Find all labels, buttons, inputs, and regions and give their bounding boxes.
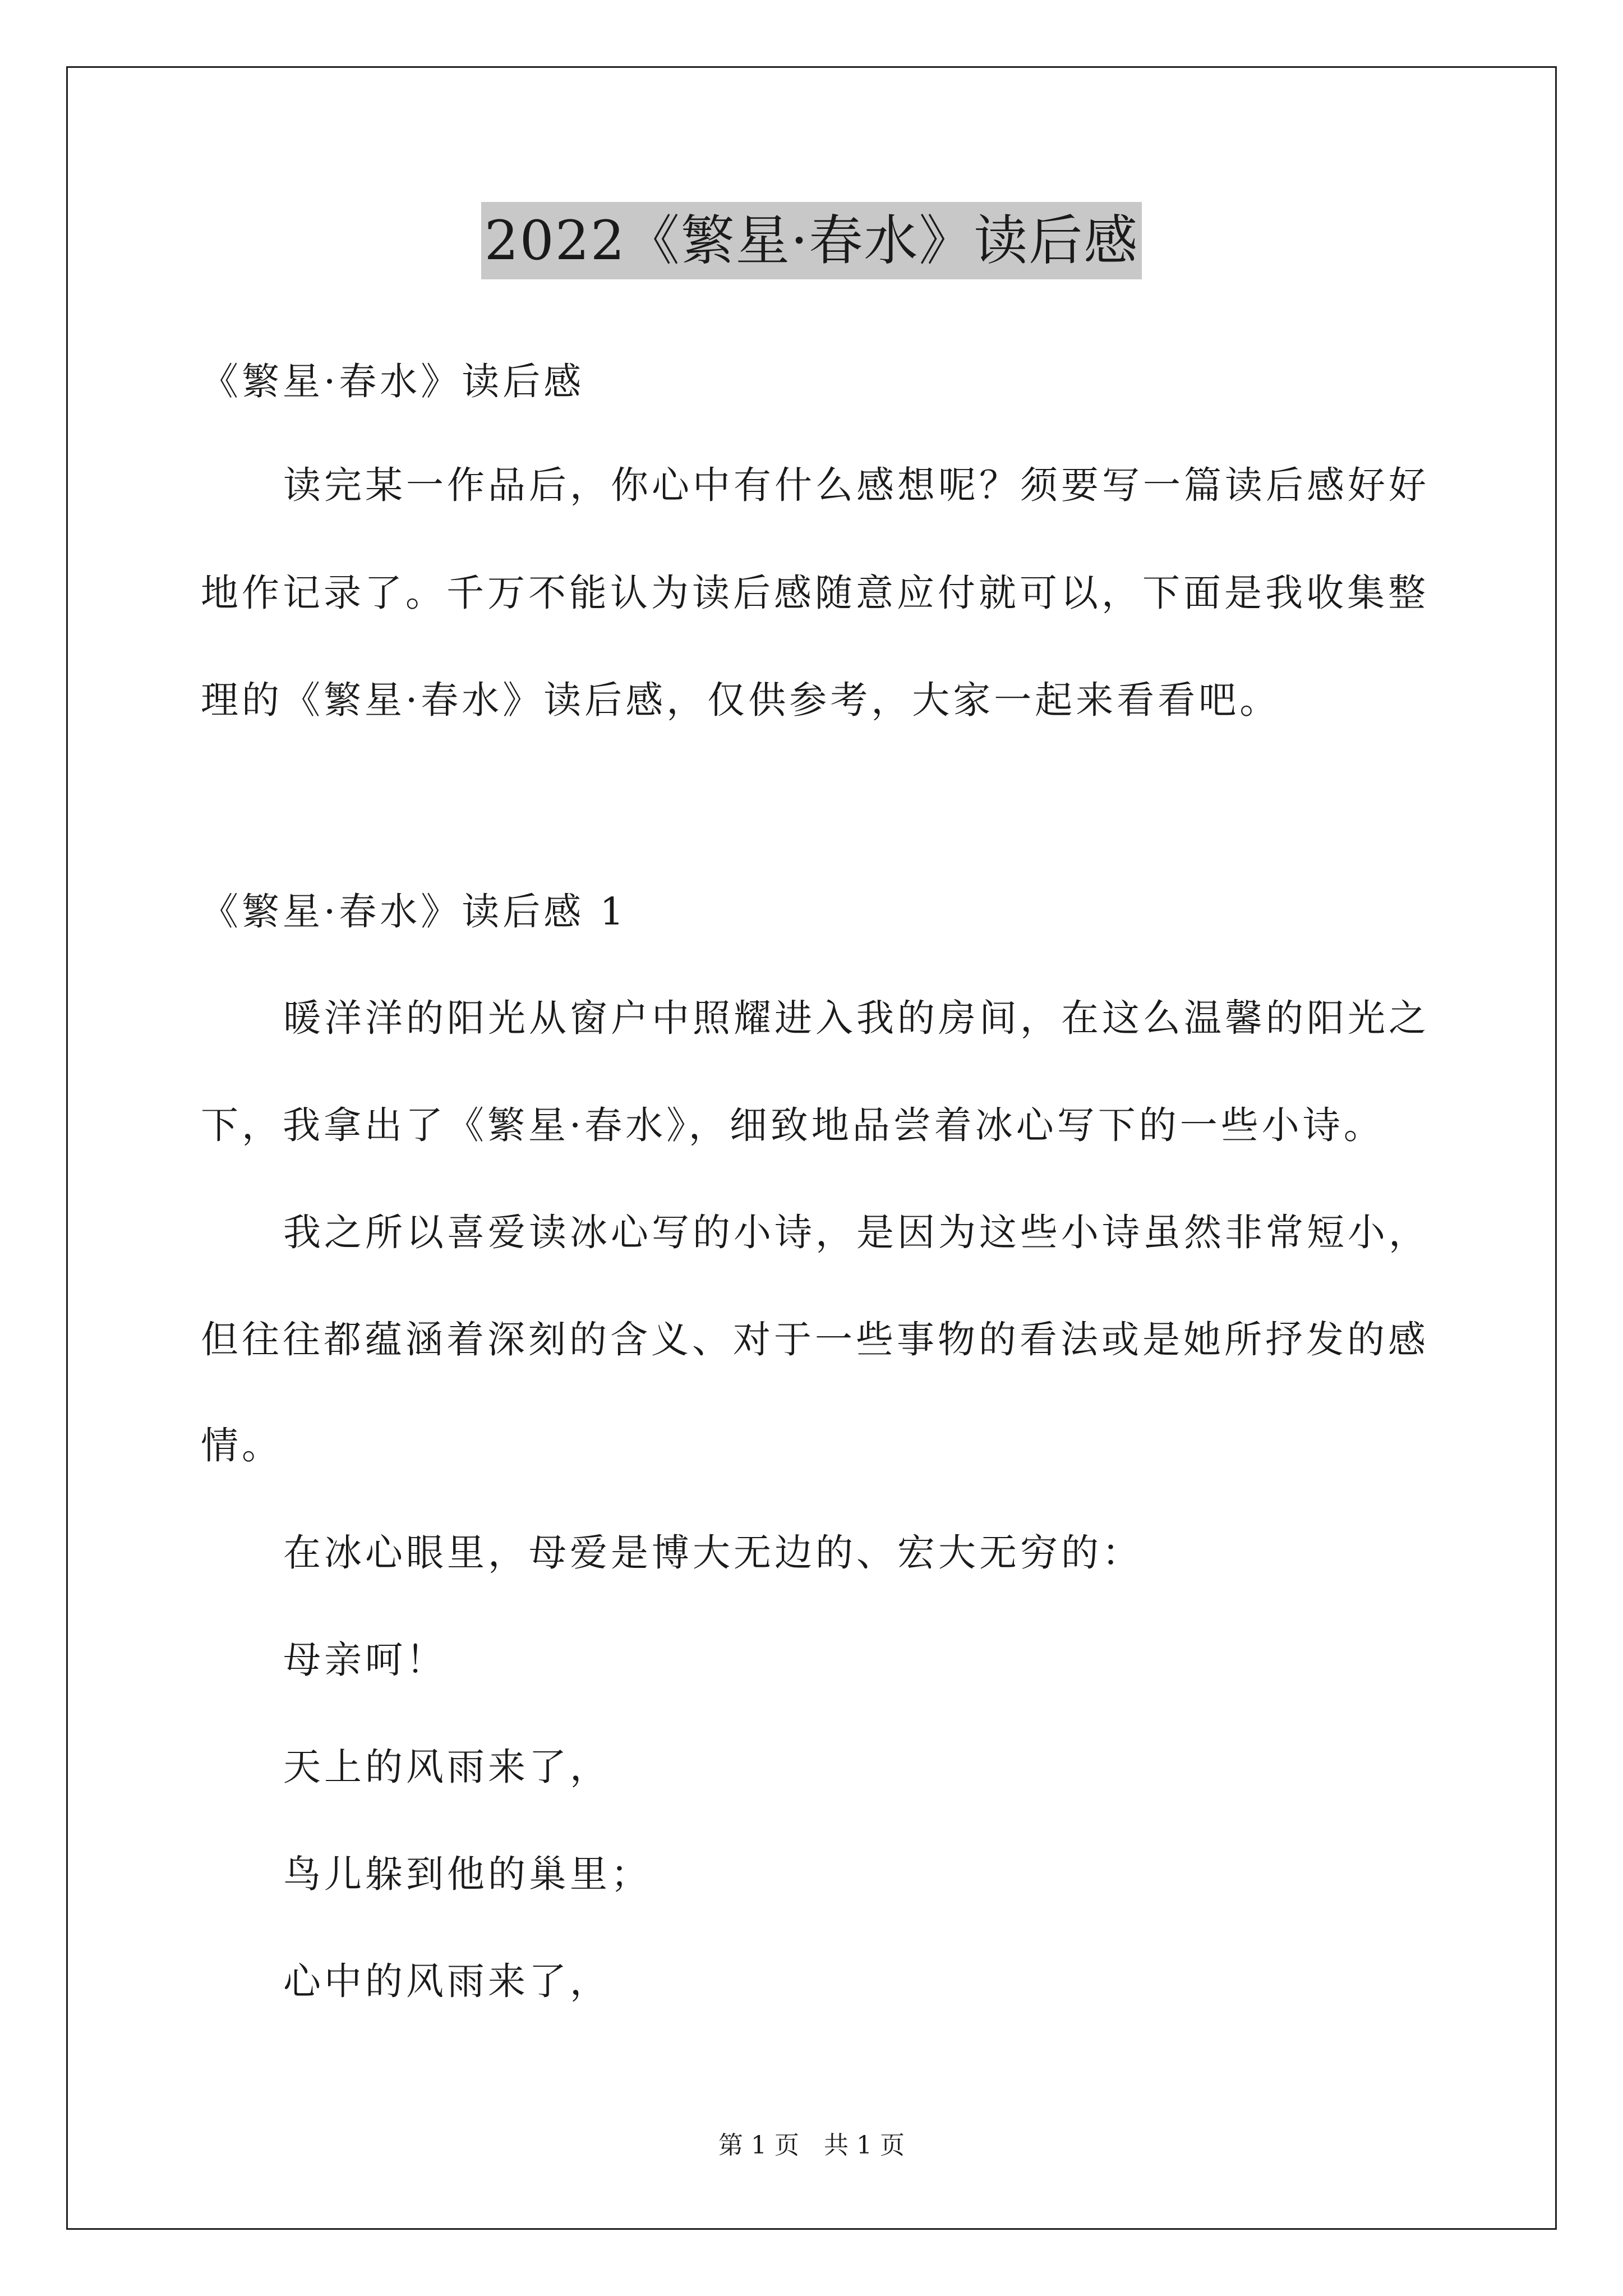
page-footer: 第 1 页 共 1 页 (718, 2131, 905, 2160)
paragraph-line: 读完某一作品后，你心中有什么感想呢？须要写一篇读后感好好 (283, 463, 1430, 507)
section-heading: 《繁星·春水》读后感 (201, 360, 585, 403)
paragraph-line: 暖洋洋的阳光从窗户中照耀进入我的房间，在这么温馨的阳光之 (283, 996, 1430, 1040)
paragraph-line: 下，我拿出了《繁星·春水》，细致地品尝着冰心写下的一些小诗。 (201, 1103, 1385, 1147)
paragraph-line: 但往往都蕴涵着深刻的含义、对于一些事物的看法或是她所抒发的感 (201, 1318, 1429, 1361)
paragraph-line: 理的《繁星·春水》读后感，仅供参考，大家一起来看看吧。 (201, 678, 1281, 722)
title-container (0, 202, 1623, 279)
section-heading: 《繁星·春水》读后感 1 (201, 890, 628, 933)
poem-line: 母亲呵！ (283, 1638, 447, 1682)
paragraph-line: 在冰心眼里，母爱是博大无边的、宏大无穷的： (283, 1531, 1143, 1575)
paragraph-line: 我之所以喜爱读冰心写的小诗，是因为这些小诗虽然非常短小， (283, 1211, 1430, 1254)
paragraph-line: 地作记录了。千万不能认为读后感随意应付就可以，下面是我收集整 (201, 571, 1429, 615)
poem-line: 天上的风雨来了， (283, 1745, 611, 1789)
document-title: 2022《繁星·春水》读后感 (481, 202, 1142, 279)
poem-line: 心中的风雨来了， (283, 1959, 611, 2003)
poem-line: 鸟儿躲到他的巢里； (283, 1852, 652, 1896)
paragraph-line: 情。 (201, 1424, 283, 1467)
